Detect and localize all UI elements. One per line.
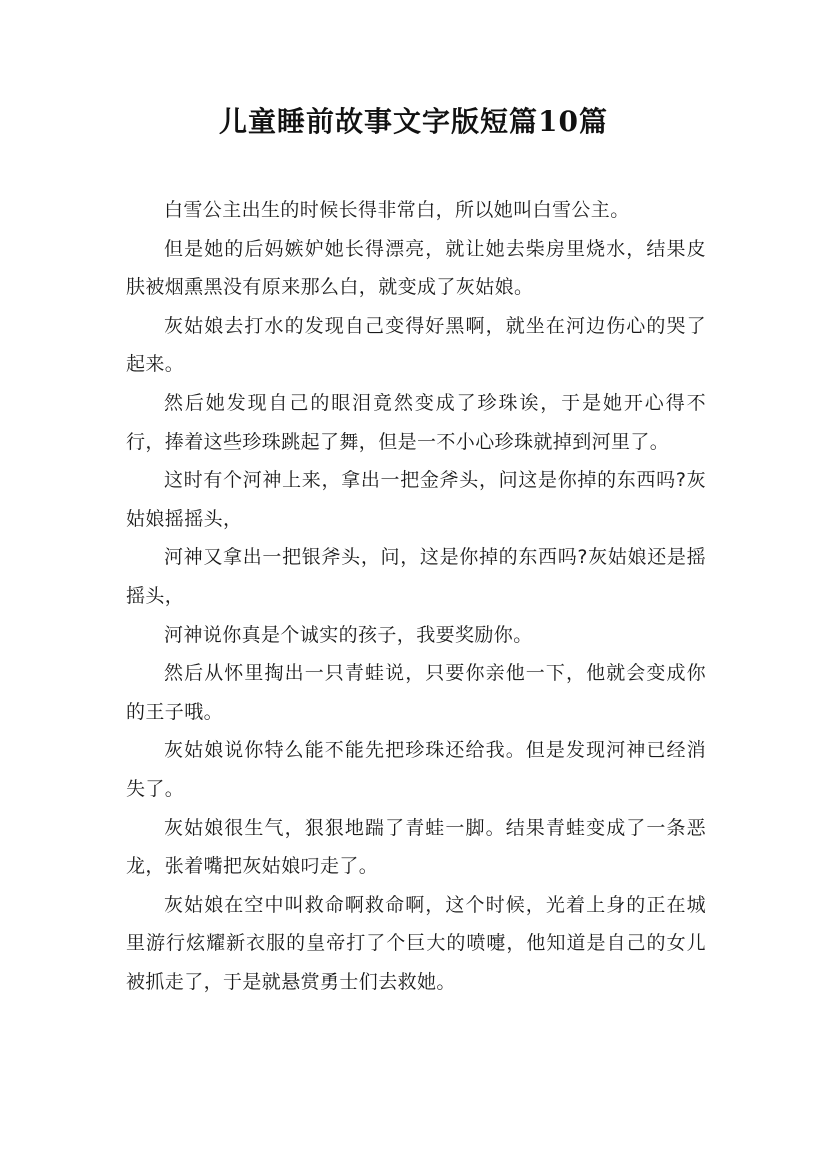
paragraph: 白雪公主出生的时候长得非常白，所以她叫白雪公主。 bbox=[164, 199, 630, 221]
paragraph: 灰姑娘在空中叫救命啊救命啊，这个时候，光着上身的正在城里游行炫耀新衣服的皇帝打了个巨大的喷嚏，他知道是自己的女儿被抓走了，于是就悬赏勇士们去救她。 bbox=[126, 893, 706, 993]
paragraph: 灰姑娘说你特么能不能先把珍珠还给我。但是发现河神已经消失了。 bbox=[126, 739, 706, 800]
paragraph: 但是她的后妈嫉妒她长得漂亮，就让她去柴房里烧水，结果皮肤被烟熏黑没有原来那么白，就变成了灰姑娘。 bbox=[126, 237, 706, 299]
paragraph: 河神说你真是个诚实的孩子，我要奖励你。 bbox=[164, 623, 533, 646]
document-title: 儿童睡前故事文字版短篇10篇 bbox=[219, 105, 608, 138]
paragraph: 这时有个河神上来，拿出一把金斧头，问这是你掉的东西吗?灰姑娘摇摇头， bbox=[126, 469, 706, 530]
paragraph: 河神又拿出一把银斧头，问，这是你掉的东西吗?灰姑娘还是摇摇头， bbox=[126, 546, 706, 607]
paragraph: 灰姑娘去打水的发现自己变得好黑啊，就坐在河边伤心的哭了起来。 bbox=[126, 314, 706, 376]
paragraph: 然后她发现自己的眼泪竟然变成了珍珠诶，于是她开心得不行，捧着这些珍珠跳起了舞，但是一不小心珍珠就掉到河里了。 bbox=[126, 391, 706, 453]
document-body bbox=[126, 191, 706, 1001]
paragraph: 然后从怀里掏出一只青蛙说，只要你亲他一下，他就会变成你的王子哦。 bbox=[126, 662, 706, 723]
paragraph: 灰姑娘很生气，狠狠地踹了青蛙一脚。结果青蛙变成了一条恶龙，张着嘴把灰姑娘叼走了。 bbox=[126, 816, 706, 878]
